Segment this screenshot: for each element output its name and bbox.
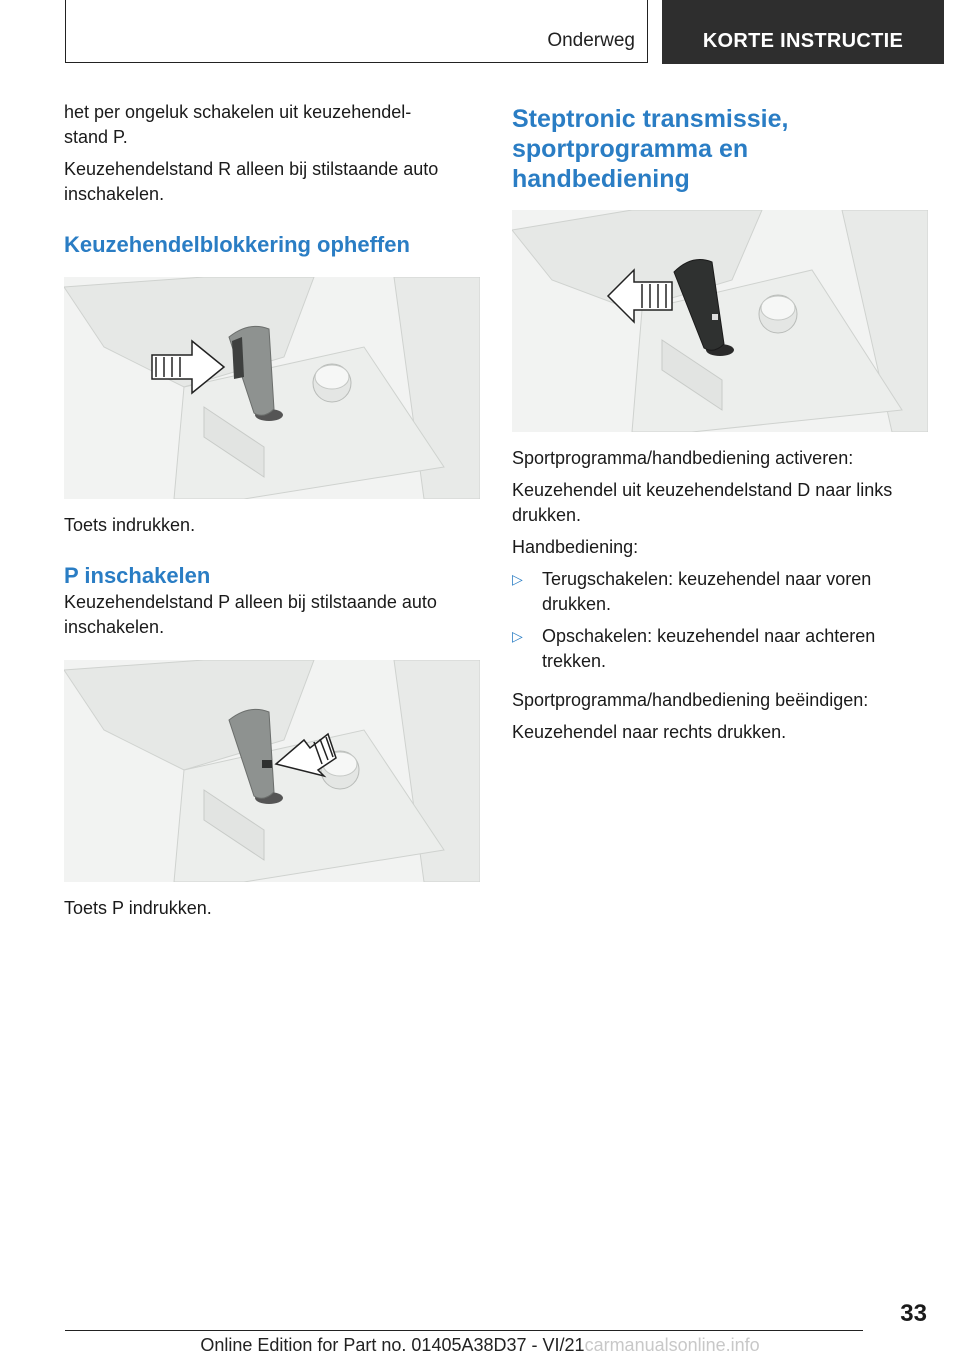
right-column (512, 100, 928, 745)
intro-paragraph-2: Keuzehendelstand R alleen bij stilstaande auto inschakelen. (64, 159, 439, 204)
list-item: ▷ Opschakelen: keuzehendel naar achteren trekken. (512, 626, 876, 671)
footer-edition: Online Edition for Part no. 01405A38D37 - VI/21 (200, 1335, 585, 1355)
figure-selector-lever-unlock (64, 277, 480, 499)
page-number: 33 (900, 1300, 927, 1327)
figure-selector-lever-left (512, 210, 928, 432)
footer-divider (65, 1330, 863, 1331)
manual-steps-list (512, 567, 928, 674)
bullet-triangle-icon: ▷ (512, 628, 523, 644)
section1-caption: Toets indrukken. (64, 515, 196, 535)
header-section-tab (65, 0, 648, 63)
activate-label: Sportprogramma/handbediening activeren: (512, 448, 854, 468)
header-section-label: Onderweg (547, 30, 635, 51)
section-title-engage-p: P inschakelen (64, 563, 211, 588)
figure-p-button (64, 660, 480, 882)
list-item: ▷ Terugschakelen: keuzehendel naar voren drukken. (512, 569, 872, 614)
section2-caption: Toets P indrukken. (64, 898, 212, 918)
left-column (64, 100, 480, 921)
end-label: Sportprogramma/handbediening beëindigen: (512, 690, 869, 710)
end-text: Keuzehendel naar rechts drukken. (512, 722, 787, 742)
bullet-triangle-icon: ▷ (512, 571, 523, 587)
header-chapter-label: KORTE INSTRUCTIE (702, 30, 904, 52)
intro-line-2: stand P. (64, 127, 128, 147)
section-title-steptronic: Steptronic transmissie, sportprogramma en handbediening (512, 105, 789, 193)
intro-line-1: het per ongeluk schakelen uit keuzehendel- (64, 102, 412, 122)
section-title-release-lock: Keuzehendelblokkering opheffen (64, 232, 410, 257)
footer-watermark: carmanualsonline.info (584, 1335, 760, 1355)
header-chapter-tab (662, 0, 944, 64)
footer (0, 1335, 960, 1356)
manual-label: Handbediening: (512, 537, 639, 557)
section2-text: Keuzehendelstand P alleen bij stilstaande auto inschakelen. (64, 592, 437, 637)
activate-text: Keuzehendel uit keuzehendelstand D naar links drukken. (512, 480, 893, 525)
